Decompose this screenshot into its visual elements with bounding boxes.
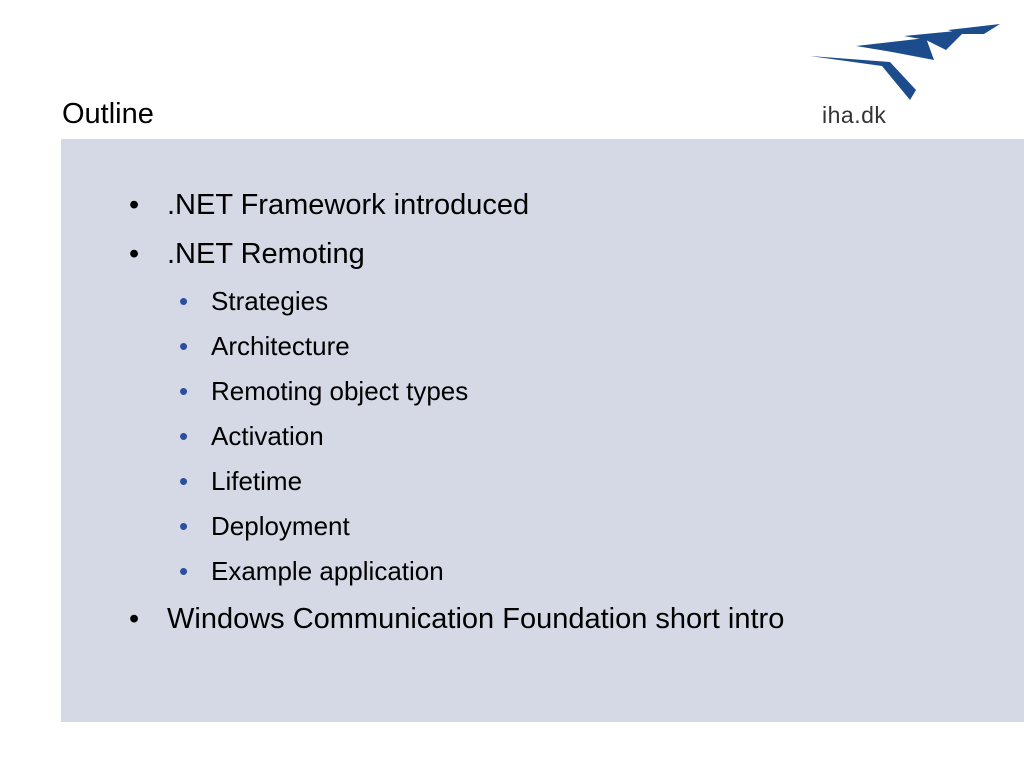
sub-list-item-label: Example application	[211, 556, 444, 586]
sub-bullet: •	[179, 421, 189, 451]
slide-title: Outline	[62, 98, 154, 130]
sub-list-item-label: Strategies	[211, 286, 329, 316]
sub-list-item-label: Remoting object types	[211, 376, 469, 406]
sub-list-item-label: Activation	[211, 421, 324, 451]
sub-bullet: •	[179, 556, 189, 586]
sub-list-item-label: Deployment	[211, 511, 350, 541]
content-panel	[61, 139, 1024, 722]
bullet: •	[129, 603, 140, 635]
list-item-label: .NET Remoting	[167, 238, 365, 270]
sub-list-item-label: Lifetime	[211, 466, 303, 496]
sub-list-item-label: Architecture	[211, 331, 350, 361]
sub-bullet: •	[179, 286, 189, 316]
bullet: •	[129, 189, 140, 221]
sub-bullet: •	[179, 511, 189, 541]
sub-bullet: •	[179, 331, 189, 361]
wing-logo-icon	[808, 22, 1004, 112]
list-item-label: .NET Framework introduced	[167, 189, 530, 221]
iha-logo	[808, 22, 1004, 134]
bullet: •	[129, 238, 140, 270]
sub-bullet: •	[179, 376, 189, 406]
sub-bullet: •	[179, 466, 189, 496]
logo-text: iha.dk	[822, 102, 887, 128]
list-item-label: Windows Communication Foundation short intro	[167, 603, 785, 635]
